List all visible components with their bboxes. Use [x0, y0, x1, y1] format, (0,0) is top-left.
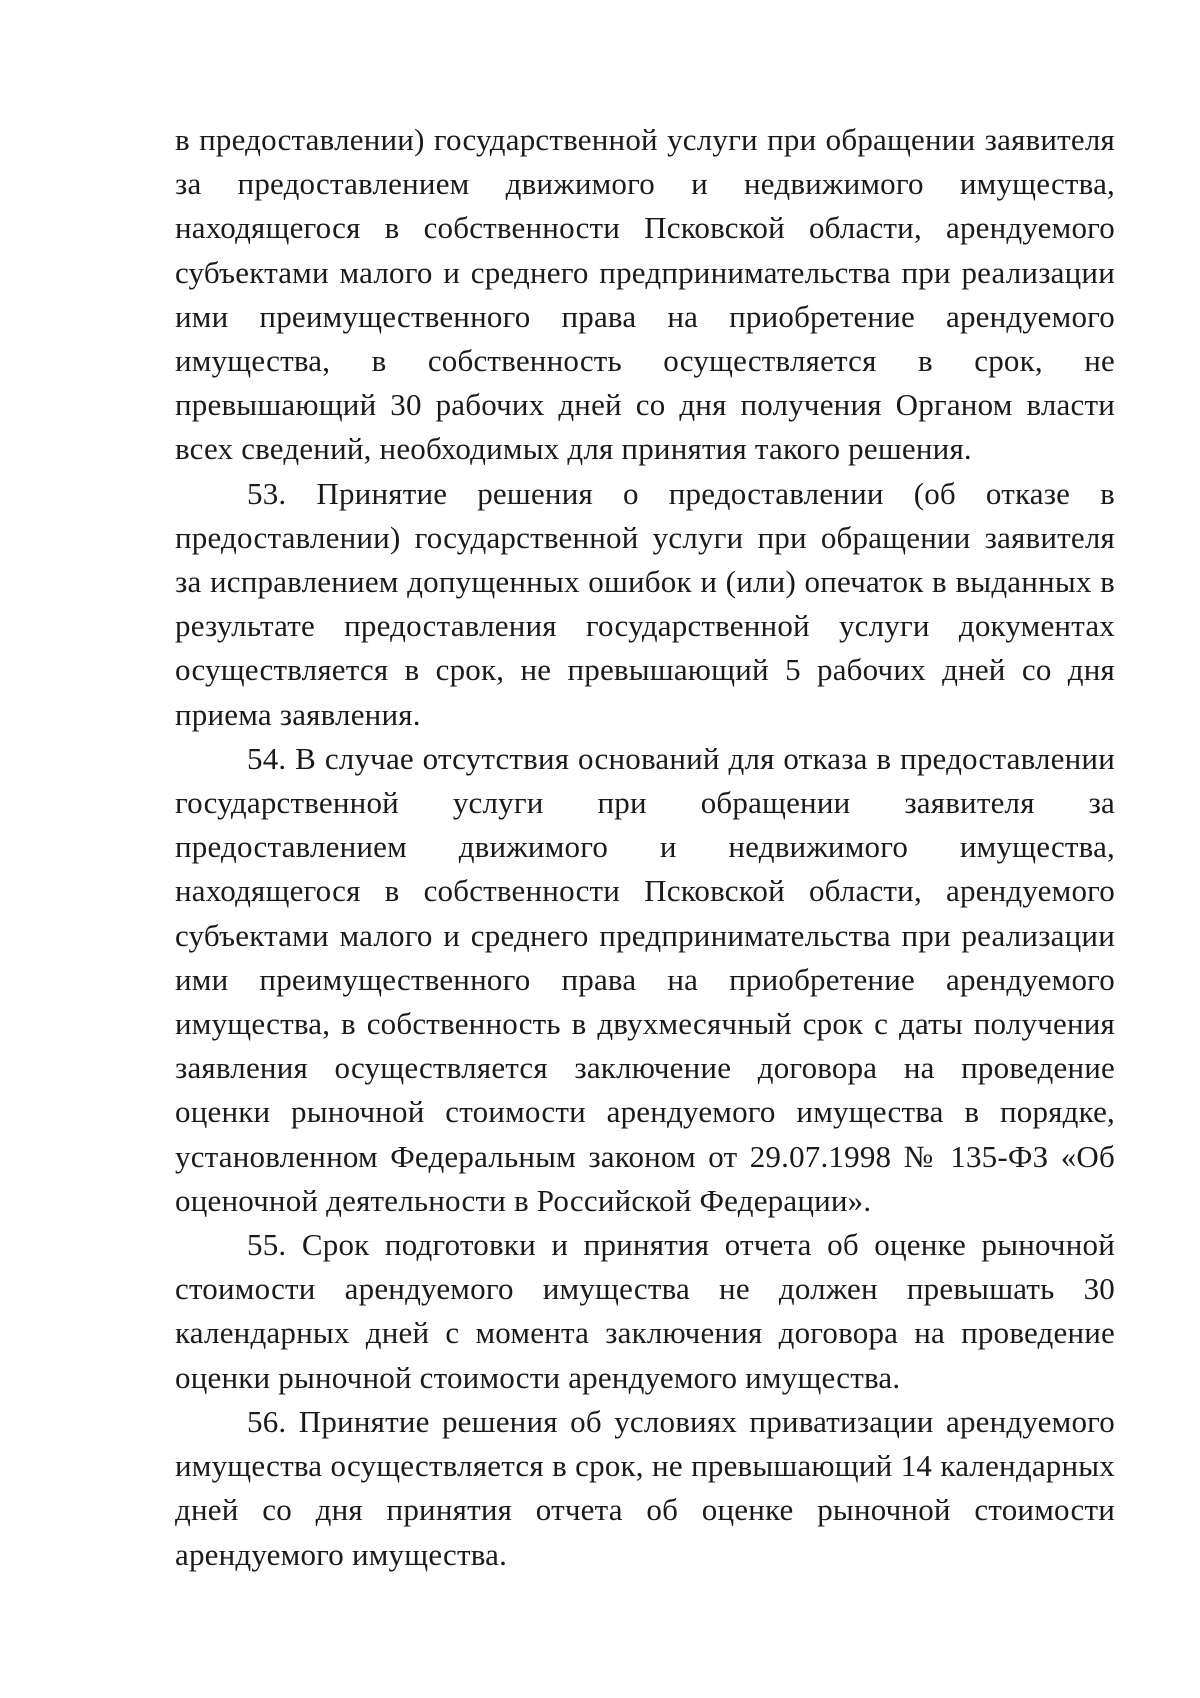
paragraph-continuation: в предоставлении) государственной услуги при обращении заявителя за предоставлением движимого и недвижимого имущества, находящегося в собственности Псковской области, арендуемого субъектами малого и среднего предпринимательства при реализации ими преимущественного права на приобретение арендуемого имущества, в собственность осуществляется в срок, не превышающий 30 рабочих дней со дня получения Органом власти всех сведений, необходимых для принятия такого решения. [175, 122, 1115, 467]
paragraph-56: 56. Принятие решения об условиях приватизации арендуемого имущества осуществляется в срок, не превышающий 14 календарных дней со дня принятия отчета об оценке рыночной стоимости арендуемого имущества. [175, 1403, 1115, 1572]
paragraph-53: 53. Принятие решения о предоставлении (об отказе в предоставлении) государственной услуги при обращении заявителя за исправлением допущенных ошибок и (или) опечаток в выданных в результате предоставления государственной услуги документах осуществляется в срок, не превышающий 5 рабочих дней со дня приема заявления. [175, 475, 1115, 732]
document-body [175, 118, 1115, 1577]
paragraph-55: 55. Срок подготовки и принятия отчета об оценке рыночной стоимости арендуемого имущества не должен превышать 30 календарных дней с момента заключения договора на проведение оценки рыночной стоимости арендуемого имущества. [175, 1227, 1115, 1395]
paragraph-54: 54. В случае отсутствия оснований для отказа в предоставлении государственной услуги при обращении заявителя за предоставлением движимого и недвижимого имущества, находящегося в собственности Псковской области, арендуемого субъектами малого и среднего предпринимательства при реализации ими преимущественного права на приобретение арендуемого имущества, в собственность в двухмесячный срок с даты получения заявления осуществляется заключение договора на проведение оценки рыночной стоимости арендуемого имущества в порядке, установленном Федеральным законом от 29.07.1998 № 135-ФЗ «Об оценочной деятельности в Российской Федерации». [175, 740, 1115, 1218]
